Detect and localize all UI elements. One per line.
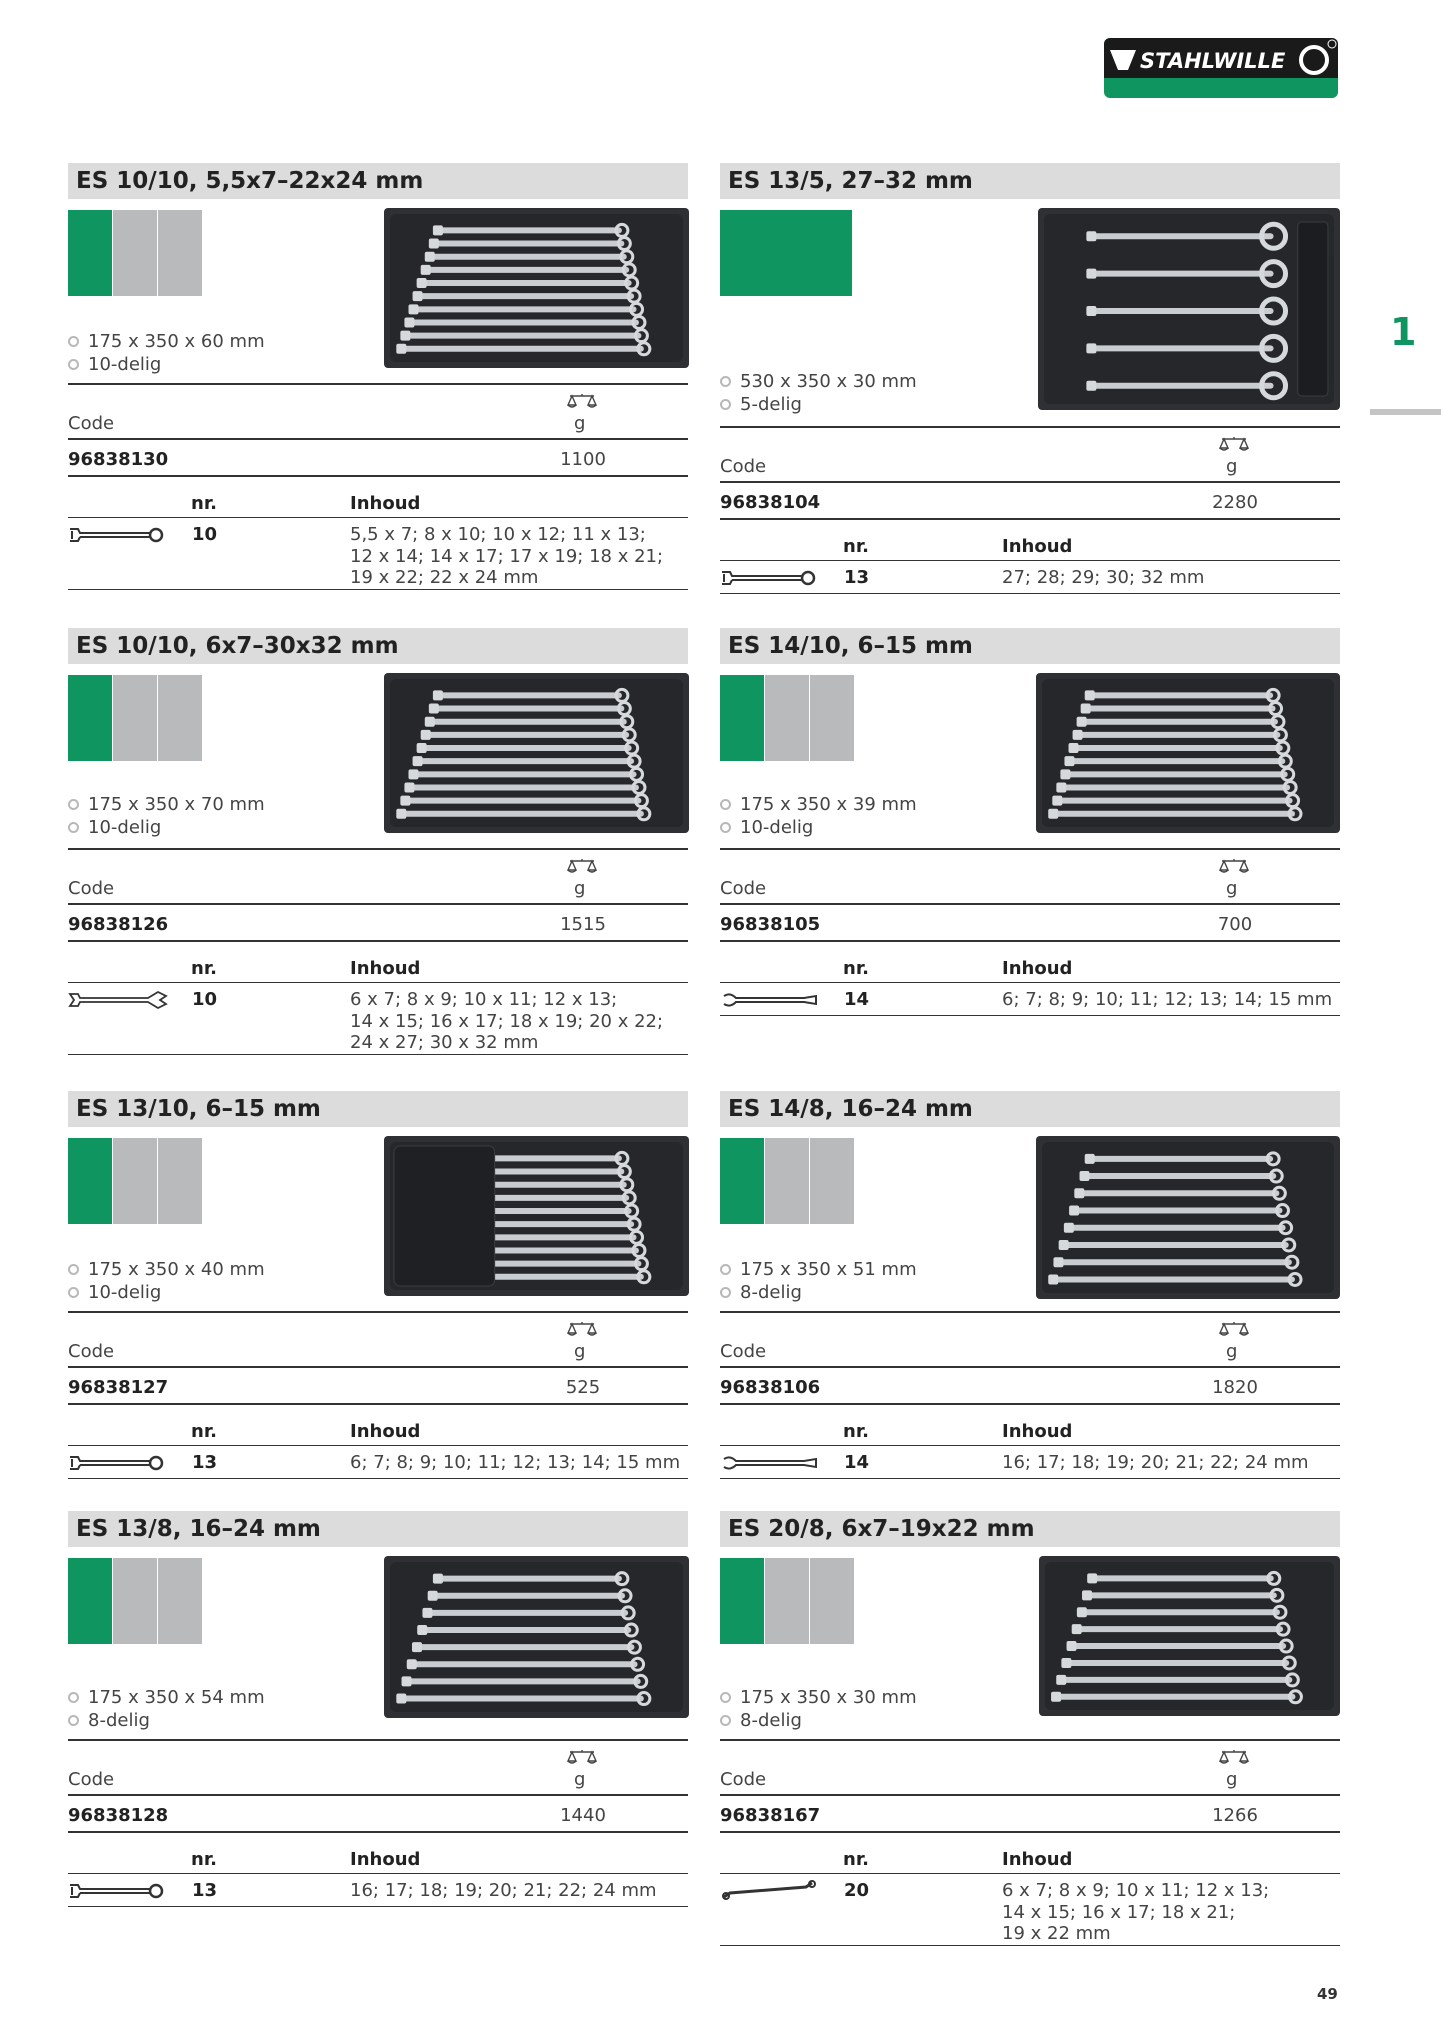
code-label: Code <box>720 1341 767 1362</box>
double-ring-wrench-icon <box>720 1879 820 1903</box>
wrench-tray-photo <box>1038 208 1340 410</box>
scale-icon <box>566 1749 598 1767</box>
spec-list <box>720 1258 917 1304</box>
product-title: ES 14/8, 16–24 mm <box>720 1091 1340 1127</box>
divider <box>68 589 688 590</box>
bullet-icon <box>720 1715 731 1726</box>
color-swatch <box>809 1558 854 1644</box>
tool-nr: 10 <box>192 524 218 545</box>
bullet-icon <box>68 1692 79 1703</box>
divider <box>720 1403 1340 1405</box>
code-label: Code <box>68 1769 115 1790</box>
color-swatch <box>764 675 809 761</box>
ring-wrench-icon <box>720 988 820 1012</box>
divider <box>720 560 1340 561</box>
weight-unit: g <box>1226 1769 1238 1790</box>
wrench-tray-photo <box>1036 1136 1340 1299</box>
divider <box>720 982 1340 983</box>
product-weight: 1440 <box>560 1805 606 1826</box>
product-code: 96838128 <box>68 1805 169 1826</box>
color-swatch <box>68 1138 112 1224</box>
product-weight: 1100 <box>560 449 606 470</box>
divider <box>720 1311 1340 1313</box>
product-weight: 700 <box>1217 914 1253 935</box>
contents-sizes: 6; 7; 8; 9; 10; 11; 12; 13; 14; 15 mm <box>1002 989 1333 1010</box>
chapter-tab-bar <box>1370 409 1441 415</box>
divider <box>68 1794 688 1796</box>
scale-icon <box>566 1321 598 1339</box>
divider <box>68 982 688 983</box>
color-swatches <box>720 1138 854 1224</box>
svg-text:STAHLWILLE: STAHLWILLE <box>1140 49 1286 73</box>
color-swatch <box>157 210 202 296</box>
nr-header: nr. <box>843 536 869 557</box>
spec-pieces: 5-delig <box>720 393 917 416</box>
scale-icon <box>1218 436 1250 454</box>
divider <box>68 1403 688 1405</box>
product-weight: 1515 <box>560 914 606 935</box>
combination-wrench-icon <box>68 523 168 547</box>
spec-pieces: 10-delig <box>68 353 265 376</box>
divider <box>720 1873 1340 1874</box>
spec-dimensions: 175 x 350 x 60 mm <box>68 330 265 353</box>
color-swatch <box>68 1558 112 1644</box>
color-swatch <box>720 1558 764 1644</box>
contents-header: Inhoud <box>350 1421 421 1442</box>
divider <box>68 438 688 440</box>
product-code: 96838130 <box>68 449 169 470</box>
nr-header: nr. <box>191 493 217 514</box>
contents-sizes: 6; 7; 8; 9; 10; 11; 12; 13; 14; 15 mm <box>350 1452 681 1473</box>
contents-header: Inhoud <box>350 1849 421 1870</box>
color-swatches <box>68 210 202 296</box>
code-label: Code <box>720 456 767 477</box>
product-title: ES 13/5, 27–32 mm <box>720 163 1340 199</box>
nr-header: nr. <box>191 1849 217 1870</box>
divider <box>720 518 1340 520</box>
divider <box>720 1366 1340 1368</box>
color-swatch <box>157 1138 202 1224</box>
contents-sizes: 5,5 x 7; 8 x 10; 10 x 12; 11 x 13; 12 x 14; 14 x 17; 17 x 19; 18 x 21; 19 x 22; 22 x 24 mm <box>350 524 664 588</box>
contents-sizes: 16; 17; 18; 19; 20; 21; 22; 24 mm <box>350 1880 657 1901</box>
divider <box>68 1873 688 1874</box>
divider <box>720 426 1340 428</box>
color-swatch <box>157 1558 202 1644</box>
scale-icon <box>566 858 598 876</box>
color-swatch <box>720 1138 764 1224</box>
divider <box>68 1311 688 1313</box>
divider <box>68 903 688 905</box>
product-title: ES 13/8, 16–24 mm <box>68 1511 688 1547</box>
contents-sizes: 16; 17; 18; 19; 20; 21; 22; 24 mm <box>1002 1452 1309 1473</box>
bullet-icon <box>68 799 79 810</box>
spec-dimensions: 175 x 350 x 39 mm <box>720 793 917 816</box>
tool-nr: 14 <box>844 1452 870 1473</box>
wrench-tray-photo <box>384 1556 689 1718</box>
color-swatch <box>68 210 112 296</box>
color-swatch <box>112 1138 157 1224</box>
bullet-icon <box>68 336 79 347</box>
color-swatch <box>809 1138 854 1224</box>
bullet-icon <box>720 376 731 387</box>
bullet-icon <box>68 1264 79 1275</box>
divider <box>68 848 688 850</box>
contents-header: Inhoud <box>1002 958 1073 979</box>
wrench-tray-photo <box>384 208 689 368</box>
open-end-wrench-icon <box>68 988 168 1012</box>
nr-header: nr. <box>191 1421 217 1442</box>
color-swatch <box>157 675 202 761</box>
code-label: Code <box>68 413 115 434</box>
scale-icon <box>566 393 598 411</box>
divider <box>720 1794 1340 1796</box>
code-label: Code <box>68 1341 115 1362</box>
spec-dimensions: 530 x 350 x 30 mm <box>720 370 917 393</box>
divider <box>720 1015 1340 1016</box>
spec-pieces: 10-delig <box>720 816 917 839</box>
spec-pieces: 10-delig <box>68 1281 265 1304</box>
spec-list <box>68 793 265 839</box>
contents-header: Inhoud <box>1002 536 1073 557</box>
color-swatch <box>720 675 764 761</box>
product-code: 96838127 <box>68 1377 169 1398</box>
product-code: 96838126 <box>68 914 169 935</box>
contents-header: Inhoud <box>1002 1421 1073 1442</box>
color-swatch <box>112 1558 157 1644</box>
weight-unit: g <box>1226 1341 1238 1362</box>
wrench-tray-photo <box>1039 1556 1340 1716</box>
spec-list <box>68 1686 265 1732</box>
divider <box>68 1831 688 1833</box>
wrench-tray-photo <box>384 673 689 833</box>
color-swatches <box>68 1138 202 1224</box>
product-code: 96838167 <box>720 1805 821 1826</box>
spec-list <box>720 793 917 839</box>
divider <box>68 940 688 942</box>
color-swatch <box>112 210 157 296</box>
bullet-icon <box>720 1264 731 1275</box>
divider <box>720 848 1340 850</box>
divider <box>68 1906 688 1907</box>
spec-pieces: 8-delig <box>68 1709 265 1732</box>
bullet-icon <box>720 822 731 833</box>
code-label: Code <box>720 878 767 899</box>
scale-icon <box>1218 1321 1250 1339</box>
page-number: 49 <box>1317 1985 1338 2003</box>
divider <box>720 1945 1340 1946</box>
divider <box>720 940 1340 942</box>
product-title: ES 14/10, 6–15 mm <box>720 628 1340 664</box>
spec-pieces: 10-delig <box>68 816 265 839</box>
contents-sizes: 27; 28; 29; 30; 32 mm <box>1002 567 1205 588</box>
color-swatch <box>68 675 112 761</box>
bullet-icon <box>68 822 79 833</box>
divider <box>720 481 1340 483</box>
color-swatch <box>720 210 852 296</box>
product-title: ES 10/10, 5,5x7–22x24 mm <box>68 163 688 199</box>
spec-dimensions: 175 x 350 x 70 mm <box>68 793 265 816</box>
divider <box>720 1831 1340 1833</box>
weight-unit: g <box>1226 456 1238 477</box>
tool-nr: 13 <box>844 567 870 588</box>
divider <box>68 383 688 385</box>
nr-header: nr. <box>191 958 217 979</box>
product-code: 96838104 <box>720 492 821 513</box>
contents-header: Inhoud <box>1002 1849 1073 1870</box>
wrench-tray-photo <box>1036 673 1340 833</box>
bullet-icon <box>68 359 79 370</box>
combination-wrench-icon <box>68 1451 168 1475</box>
tool-nr: 14 <box>844 989 870 1010</box>
chapter-number: 1 <box>1390 310 1417 354</box>
spec-list <box>720 1686 917 1732</box>
bullet-icon <box>68 1715 79 1726</box>
weight-unit: g <box>1226 878 1238 899</box>
divider <box>68 1054 688 1055</box>
scale-icon <box>1218 858 1250 876</box>
divider <box>720 1478 1340 1479</box>
contents-header: Inhoud <box>350 958 421 979</box>
product-weight: 2280 <box>1212 492 1258 513</box>
color-swatches <box>68 1558 202 1644</box>
bullet-icon <box>720 399 731 410</box>
spec-dimensions: 175 x 350 x 30 mm <box>720 1686 917 1709</box>
spec-dimensions: 175 x 350 x 51 mm <box>720 1258 917 1281</box>
product-title: ES 13/10, 6–15 mm <box>68 1091 688 1127</box>
weight-unit: g <box>574 1341 586 1362</box>
weight-unit: g <box>574 878 586 899</box>
divider <box>68 517 688 518</box>
color-swatch <box>809 675 854 761</box>
divider <box>720 593 1340 594</box>
divider <box>68 1445 688 1446</box>
tool-nr: 13 <box>192 1452 218 1473</box>
spec-list <box>68 330 265 376</box>
bullet-icon <box>720 799 731 810</box>
color-swatch <box>764 1558 809 1644</box>
divider <box>720 1739 1340 1741</box>
weight-unit: g <box>574 1769 586 1790</box>
code-label: Code <box>720 1769 767 1790</box>
nr-header: nr. <box>843 1421 869 1442</box>
combination-wrench-icon <box>68 1879 168 1903</box>
combination-wrench-icon <box>720 566 820 590</box>
divider <box>68 1366 688 1368</box>
nr-header: nr. <box>843 958 869 979</box>
spec-dimensions: 175 x 350 x 54 mm <box>68 1686 265 1709</box>
product-title: ES 10/10, 6x7–30x32 mm <box>68 628 688 664</box>
color-swatches <box>720 675 854 761</box>
product-weight: 1266 <box>1212 1805 1258 1826</box>
scale-icon <box>1218 1749 1250 1767</box>
spec-list <box>68 1258 265 1304</box>
color-swatch <box>112 675 157 761</box>
contents-sizes: 6 x 7; 8 x 9; 10 x 11; 12 x 13; 14 x 15; 16 x 17; 18 x 19; 20 x 22; 24 x 27; 30 x 32 mm <box>350 989 664 1053</box>
tool-nr: 13 <box>192 1880 218 1901</box>
contents-header: Inhoud <box>350 493 421 514</box>
nr-header: nr. <box>843 1849 869 1870</box>
bullet-icon <box>720 1692 731 1703</box>
spec-pieces: 8-delig <box>720 1709 917 1732</box>
product-weight: 525 <box>565 1377 601 1398</box>
contents-sizes: 6 x 7; 8 x 9; 10 x 11; 12 x 13; 14 x 15; 16 x 17; 18 x 21; 19 x 22 mm <box>1002 1880 1270 1944</box>
wrench-tray-photo <box>384 1136 689 1296</box>
code-label: Code <box>68 878 115 899</box>
color-swatches <box>720 210 852 296</box>
divider <box>68 475 688 477</box>
spec-pieces: 8-delig <box>720 1281 917 1304</box>
divider <box>720 1445 1340 1446</box>
tool-nr: 20 <box>844 1880 870 1901</box>
divider <box>68 1739 688 1741</box>
color-swatch <box>764 1138 809 1224</box>
weight-unit: g <box>574 413 586 434</box>
product-weight: 1820 <box>1212 1377 1258 1398</box>
product-title: ES 20/8, 6x7–19x22 mm <box>720 1511 1340 1547</box>
spec-dimensions: 175 x 350 x 40 mm <box>68 1258 265 1281</box>
spec-list <box>720 370 917 416</box>
ring-wrench-icon <box>720 1451 820 1475</box>
bullet-icon <box>720 1287 731 1298</box>
stahlwille-logo <box>1104 38 1338 98</box>
product-code: 96838106 <box>720 1377 821 1398</box>
product-code: 96838105 <box>720 914 821 935</box>
bullet-icon <box>68 1287 79 1298</box>
divider <box>720 903 1340 905</box>
color-swatches <box>68 675 202 761</box>
divider <box>68 1478 688 1479</box>
color-swatches <box>720 1558 854 1644</box>
tool-nr: 10 <box>192 989 218 1010</box>
